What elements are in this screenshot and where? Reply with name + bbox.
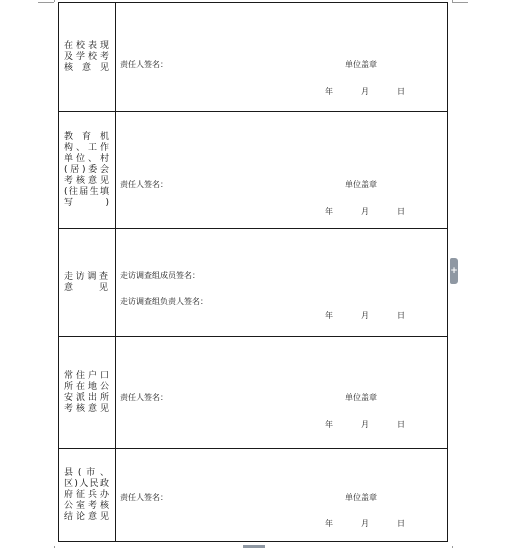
crop-mark-top-right-h [452, 2, 468, 3]
date-month: 月 [361, 207, 369, 216]
date-day: 日 [397, 519, 405, 528]
date-month: 月 [361, 519, 369, 528]
date-month: 月 [361, 311, 369, 320]
section-label-cell [59, 3, 116, 111]
date-year: 年 [325, 420, 333, 429]
section-label-cell [59, 229, 116, 336]
section-label-cell [59, 112, 116, 228]
section-row-visit [59, 229, 447, 337]
crop-mark-top-left-v [54, 0, 55, 2]
section-row-institution [59, 112, 447, 229]
date-year: 年 [325, 87, 333, 96]
review-table [58, 2, 448, 542]
date-month: 月 [361, 87, 369, 96]
visit-leader-signature-field: 走访调查组负责人签名： [120, 297, 208, 306]
section-label: 常住户口所在地公安派出所考核意见 [64, 370, 110, 414]
section-row-school [59, 3, 447, 112]
section-label: 走访调查意见 [64, 271, 110, 293]
date-day: 日 [397, 87, 405, 96]
unit-seal-label: 单位盖章 [345, 493, 377, 502]
section-label: 县(市、区)人民政府征兵办公室考核结论意见 [64, 468, 110, 522]
unit-seal-label: 单位盖章 [345, 180, 377, 189]
responsible-signature-field: 责任人签名： [120, 493, 168, 502]
responsible-signature-field: 责任人签名： [120, 180, 168, 189]
section-label-cell [59, 449, 116, 542]
date-year: 年 [325, 207, 333, 216]
crop-mark-top-left-h [38, 2, 54, 3]
date-day: 日 [397, 207, 405, 216]
section-row-conscription-office [59, 449, 447, 542]
section-label-cell [59, 337, 116, 448]
responsible-signature-field: 责任人签名： [120, 60, 168, 69]
plus-icon[interactable] [450, 258, 458, 284]
date-day: 日 [397, 311, 405, 320]
side-tab-glyph: + [450, 265, 458, 276]
date-year: 年 [325, 519, 333, 528]
date-month: 月 [361, 420, 369, 429]
section-label: 教育机构、工作单位、村(居)委会考核意见(往届生填写) [64, 131, 110, 208]
date-day: 日 [397, 420, 405, 429]
responsible-signature-field: 责任人签名： [120, 393, 168, 402]
date-year: 年 [325, 311, 333, 320]
section-label: 在校表现及学校考核意见 [64, 40, 110, 73]
unit-seal-label: 单位盖章 [345, 60, 377, 69]
crop-mark-top-right-v [452, 0, 453, 2]
unit-seal-label: 单位盖章 [345, 393, 377, 402]
visit-member-signature-field: 走访调查组成员签名： [120, 271, 200, 280]
section-row-police [59, 337, 447, 449]
